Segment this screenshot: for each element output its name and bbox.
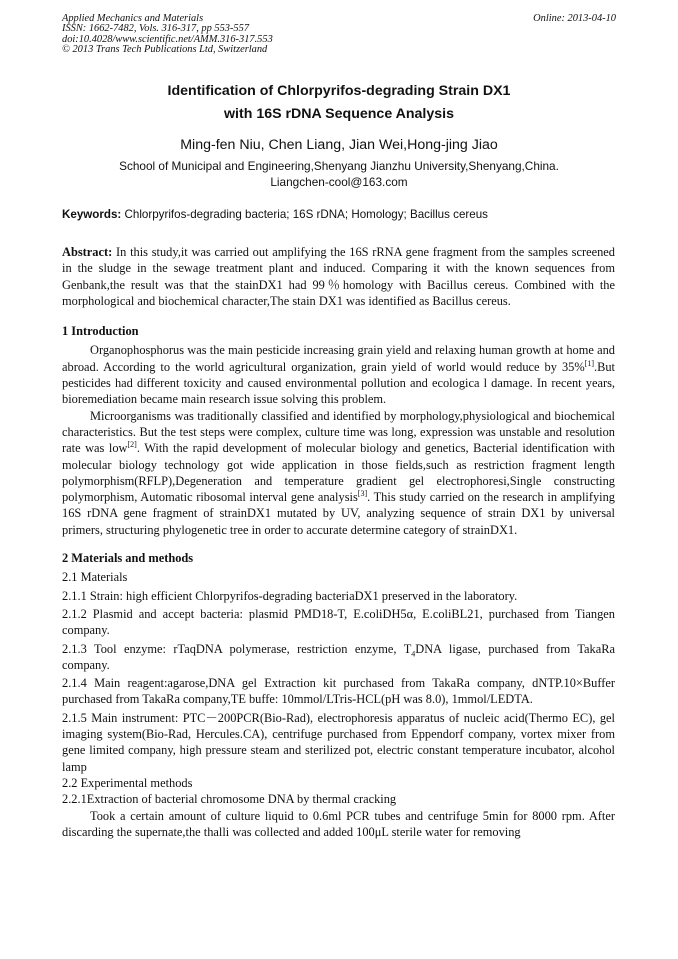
materials-instrument: 2.1.5 Main instrument: PTC－200PCR(Bio-Rad), electrophoresis apparatus of nucleic acid(Thermo EC), gel imaging system(Bio-Rad, Hercules.CA), centrifuge purchased from Eppendorf company, vortex mixer from gene limited company, high pressure steam and sterilized pot, electric constant temperature incubator, alcohol lamp: [62, 710, 615, 774]
online-date: Online: 2013-04-10: [533, 13, 616, 24]
citation-1[interactable]: [1]: [584, 358, 594, 368]
materials-enzyme-text-b: DNA ligase, purchased from TakaRa company.: [62, 641, 615, 672]
intro-p2-text-a: Microorganisms was traditionally classified and identified by morphology,physiological and biochemical characteristics. But the test steps were complex, culture time was long, expression was unstable and resolution rate was low: [62, 408, 615, 456]
journal-name: Applied Mechanics and Materials: [62, 13, 204, 24]
section-heading-introduction: 1 Introduction: [62, 324, 139, 339]
materials-enzyme-text-a: 2.1.3 Tool enzyme: rTaqDNA polymerase, restriction enzyme, T: [62, 641, 412, 656]
affiliation-block: [62, 158, 616, 190]
intro-p2-text-c: . This study carried on the research in amplifying 16S rDNA gene fragment of strainDX1 mutated by UV, analyzing sequence of strain DX1 by universal primers, structuring phylogenetic tree in order to accurate determine category of strainDX1.: [62, 490, 615, 537]
section-heading-methods: 2 Materials and methods: [62, 551, 194, 566]
affiliation: School of Municipal and Engineering,Shenyang Jianzhu University,Shenyang,China.: [119, 159, 559, 173]
abstract-paragraph: [62, 244, 615, 309]
method-dna-extraction-paragraph: Took a certain amount of culture liquid to 0.6ml PCR tubes and centrifuge 5min for 8000 rpm. After discarding the supernate,the thalli was collected and added 100μL sterile water for removing: [62, 808, 615, 839]
author-list: Ming-fen Niu, Chen Liang, Jian Wei,Hong-jing Jiao: [180, 137, 498, 153]
intro-paragraph-2: [62, 408, 615, 538]
intro-p2-text-b: . With the rapid development of molecular biology and genetics, Bacterial identification with molecular biology technology got wide application in those fields,such as restriction fragment length polymorphism(RFLP),Degeneration and temperature gradient gel electrophoresi,Single constructing polymorphism, Automatic ribosomal interval gene analysis: [62, 441, 615, 505]
paper-body: [62, 244, 615, 840]
subscript-4: 4: [411, 649, 416, 658]
journal-header: [62, 14, 616, 56]
abstract-text: In this study,it was carried out amplifying the 16S rRNA gene fragment from the samples screened in the sludge in the sewage treatment plant and induced. Comparing it with the known sequences from Genbank,the result was that the stainDX1 had 99％homology with Bacillus cereus. Combined with the morphological and biochemical character,The stain DX1 was identified as Bacillus cereus.: [62, 245, 615, 308]
abstract-label: Abstract:: [62, 245, 113, 259]
journal-copyright: © 2013 Trans Tech Publications Ltd, Switzerland: [62, 44, 268, 56]
materials-plasmid: 2.1.2 Plasmid and accept bacteria: plasmid PMD18-T, E.coliDH5α, E.coliBL21, purchased from Tiangen company.: [62, 606, 615, 638]
keywords-line: [62, 207, 616, 223]
subsection-heading-materials: 2.1 Materials: [62, 570, 128, 585]
title-line-2: with 16S rDNA Sequence Analysis: [224, 106, 454, 122]
subsection-heading-experimental: 2.2 Experimental methods: [62, 775, 193, 790]
method-heading-dna-extraction: 2.2.1Extraction of bacterial chromosome DNA by thermal cracking: [62, 792, 397, 807]
intro-p1-text-a: Organophosphorus was the main pesticide increasing grain yield and relaxing human growth at home and abroad. According to the world agricultural organization, grain yield of world would reduce by 35%: [62, 343, 615, 374]
journal-issn: ISSN: 1662-7482, Vols. 316-317, pp 553-557: [62, 23, 250, 35]
intro-p1-text-b: .But pesticides had different toxicity and caused environmental pollution and ecologica l damage. In recent years, bioremediation became main research issue solving this problem.: [62, 359, 615, 407]
citation-2[interactable]: [2]: [127, 440, 137, 450]
journal-doi[interactable]: doi:10.4028/www.scientific.net/AMM.316-317.553: [62, 33, 273, 45]
keywords-text: Chlorpyrifos-degrading bacteria; 16S rDNA; Homology; Bacillus cereus: [124, 208, 488, 221]
intro-paragraph-1: [62, 342, 615, 407]
keywords-label: Keywords:: [62, 208, 122, 221]
materials-strain: 2.1.1 Strain: high efficient Chlorpyrifos-degrading bacteriaDX1 preserved in the laboratory.: [62, 588, 518, 603]
materials-reagent: 2.1.4 Main reagent:agarose,DNA gel Extraction kit purchased from TakaRa company, dNTP.10×Buffer purchased from TakaRa company,TE buffe: 10mmol/LTris-HCL(pH was 8.0), 1mmol/LEDTA.: [62, 676, 615, 707]
materials-enzyme: [62, 641, 615, 674]
paper-title: [62, 80, 616, 126]
author-email[interactable]: Liangchen-cool@163.com: [270, 175, 408, 189]
title-line-1: Identification of Chlorpyrifos-degrading Strain DX1: [167, 83, 511, 99]
citation-3[interactable]: [3]: [357, 489, 368, 499]
